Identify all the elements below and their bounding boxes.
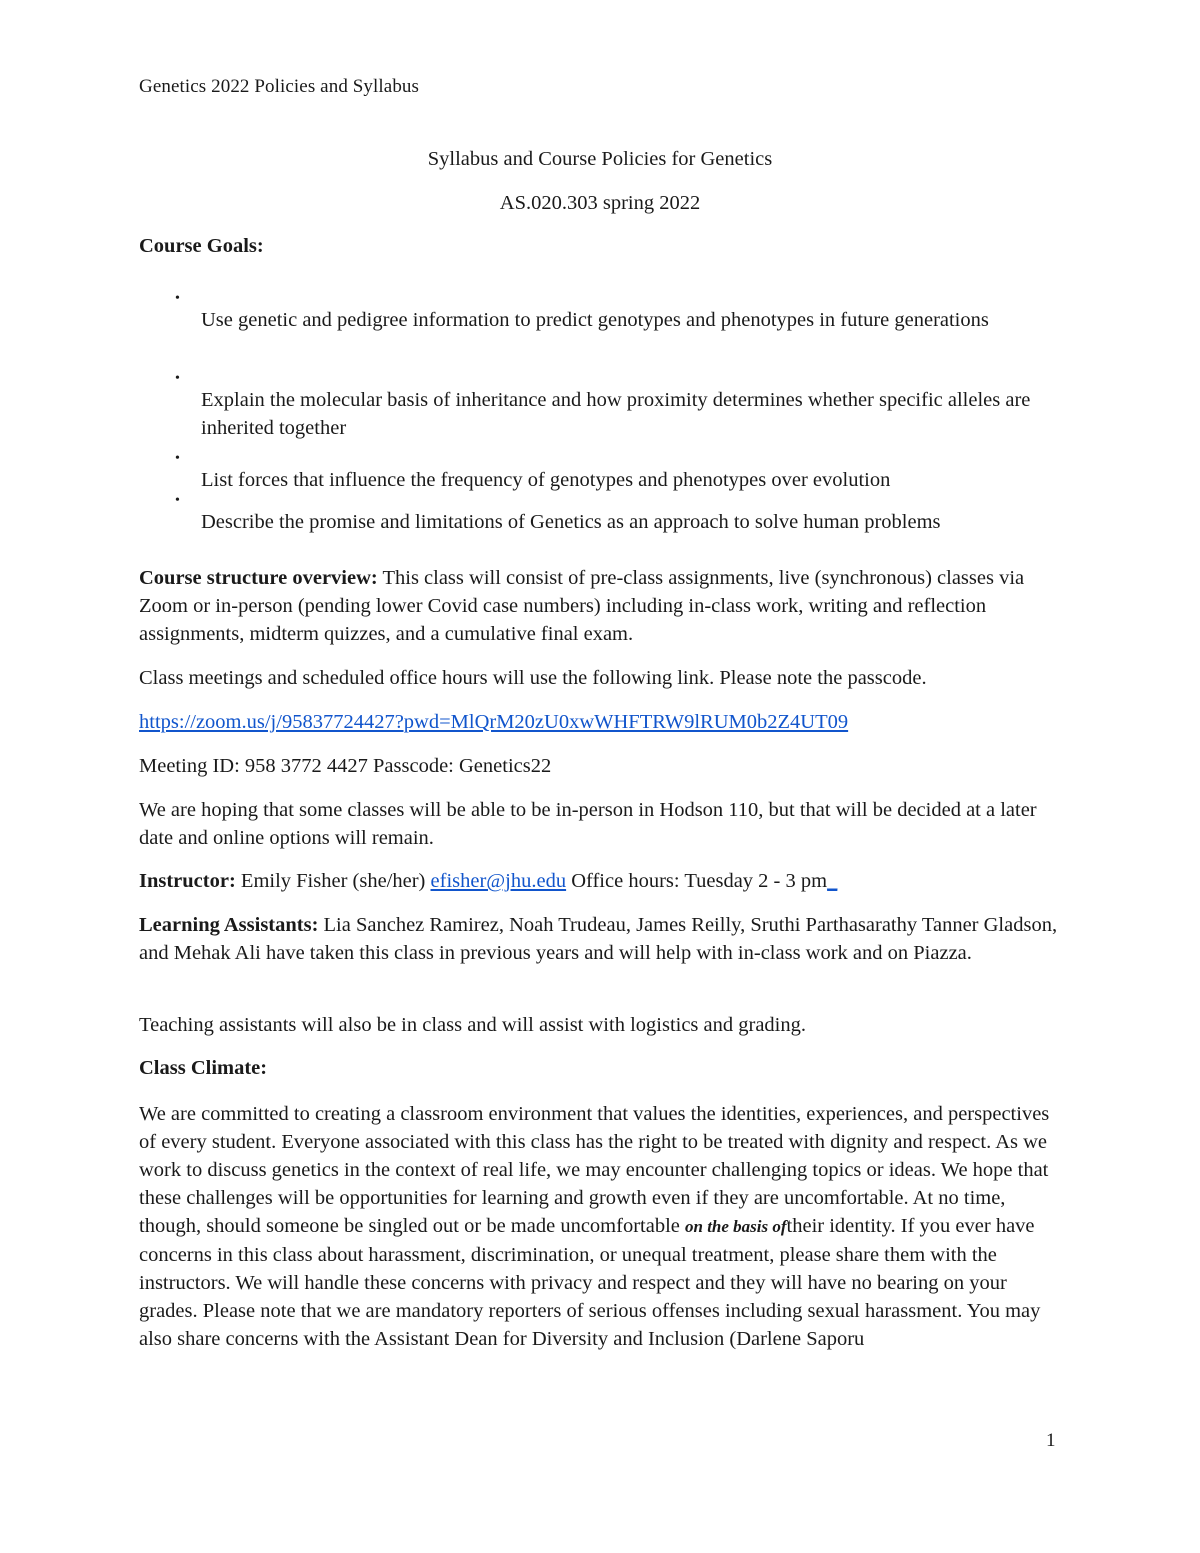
bullet-icon: • <box>175 291 180 306</box>
office-hours-link[interactable]: _ <box>827 870 838 892</box>
instructor-name: Emily Fisher (she/her) <box>235 870 431 892</box>
teaching-assistants-paragraph: Teaching assistants will also be in class and will assist with logistics and grading. <box>139 1014 807 1036</box>
document-title: Syllabus and Course Policies for Genetics <box>427 148 773 170</box>
running-header: Genetics 2022 Policies and Syllabus <box>139 76 420 97</box>
course-goals-heading: Course Goals: <box>139 235 264 257</box>
class-climate-emphasis: on the basis of <box>684 1217 787 1236</box>
instructor-email-link[interactable]: efisher@jhu.edu <box>430 870 567 892</box>
goal-text: Explain the molecular basis of inheritance and how proximity determines whether specific alleles are inherited together <box>201 389 1031 439</box>
office-hours: Office hours: Tuesday 2 - 3 pm <box>566 870 828 892</box>
instructor-label: Instructor: <box>139 870 236 892</box>
course-structure-text: This class will consist of pre-class assignments, live (synchronous) classes via Zoom or in-person (pending lower Covid case numbers) including in-class work, writing and reflection assignments, midterm quizzes, and a cumulative final exam. <box>139 567 1025 645</box>
course-structure-paragraph <box>139 564 1064 648</box>
class-climate-text-start: We are committed to creating a classroom environment that values the identities, experiences, and perspectives of every student. Everyone associated with this class has the right to be treated with dignity and respect. As we work to discuss genetics in the context of real life, we may encounter challenging topics or ideas. We hope that these challenges will be opportunities for learning and growth even if they are uncomfortable. At no time, though, should someone be singled out or be made uncomfortable <box>139 1103 1050 1237</box>
goal-text: List forces that influence the frequency of genotypes and phenotypes over evolution <box>201 469 891 491</box>
meeting-id-line: Meeting ID: 958 3772 4427 Passcode: Genetics22 <box>139 755 552 777</box>
course-code: AS.020.303 spring 2022 <box>499 192 701 214</box>
zoom-link[interactable]: https://zoom.us/j/95837724427?pwd=MlQrM20zU0xwWHFTRW9lRUM0b2Z4UT09 <box>139 711 849 733</box>
class-climate-paragraph <box>139 1100 1064 1353</box>
zoom-link-paragraph <box>139 708 1064 736</box>
bullet-icon: • <box>175 451 180 466</box>
learning-assistants-paragraph <box>139 911 1064 967</box>
instructor-paragraph <box>139 867 1064 895</box>
page-number: 1 <box>1046 1430 1056 1451</box>
class-climate-text-end: their identity. If you ever have concerns in this class about harassment, discrimination, or unequal treatment, please share them with the instructors. We will handle these concerns with privacy and respect and they will have no bearing on your grades. Please note that we are mandatory reporters of serious offenses including sexual harassment. You may also share concerns with the Assistant Dean for Diversity and Inclusion (Darlene Saporu <box>139 1215 1041 1350</box>
bullet-icon: • <box>175 371 180 386</box>
class-climate-heading: Class Climate: <box>139 1057 268 1079</box>
in-person-note: We are hoping that some classes will be able to be in-person in Hodson 110, but that will be decided at a later date and online options will remain. <box>139 799 1037 849</box>
course-structure-label: Course structure overview: <box>139 567 378 589</box>
goal-text: Use genetic and pedigree information to predict genotypes and phenotypes in future generations <box>201 309 989 331</box>
goal-text: Describe the promise and limitations of Genetics as an approach to solve human problems <box>201 511 941 533</box>
bullet-icon: • <box>175 493 180 508</box>
learning-assistants-text: Lia Sanchez Ramirez, Noah Trudeau, James Reilly, Sruthi Parthasarathy Tanner Gladson, and Mehak Ali have taken this class in previous years and will help with in-class work and on Piazza. <box>139 914 1058 964</box>
meetings-intro: Class meetings and scheduled office hours will use the following link. Please note the passcode. <box>139 667 927 689</box>
learning-assistants-label: Learning Assistants: <box>139 914 319 936</box>
